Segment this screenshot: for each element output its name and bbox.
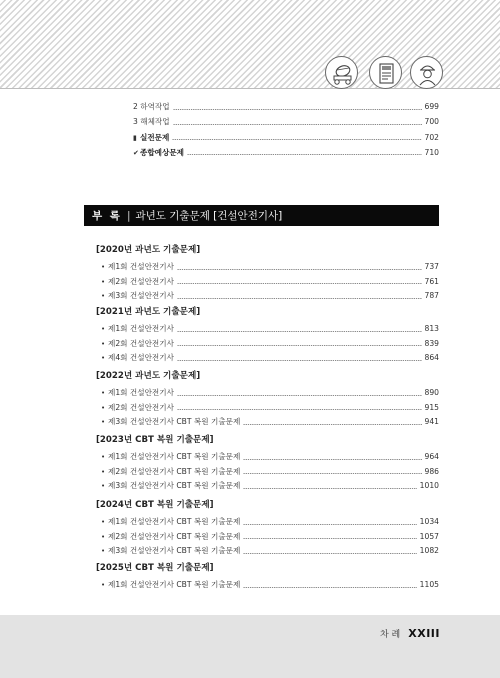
dot-leader xyxy=(177,269,422,270)
toc-entry xyxy=(101,579,439,591)
toc-entry xyxy=(133,147,439,159)
safety-document-icon xyxy=(369,56,402,89)
toc-entry-label: 제1회 건설안전기사 CBT 복원 기출문제 xyxy=(108,580,241,589)
toc-entry-bullet: • xyxy=(101,354,106,362)
toc-entry-page: 986 xyxy=(424,466,439,476)
dot-leader xyxy=(177,283,422,284)
dot-leader xyxy=(173,124,422,125)
toc-entry xyxy=(101,416,439,428)
toc-entry xyxy=(133,132,439,144)
toc-entry xyxy=(101,290,439,302)
toc-entry-bullet: ▮ xyxy=(133,133,137,142)
toc-entry-bullet: • xyxy=(101,482,106,490)
toc-entry-page: 1057 xyxy=(419,531,439,541)
toc-entry-page: 737 xyxy=(424,262,439,271)
dot-leader xyxy=(172,139,421,140)
toc-entry-page: 915 xyxy=(424,402,439,412)
banner-label: 부 록 xyxy=(92,210,122,222)
toc-entry xyxy=(101,387,439,399)
dot-leader xyxy=(187,154,421,155)
toc-entry-bullet: ✔ xyxy=(133,148,139,157)
toc-entry-page: 864 xyxy=(424,353,439,362)
footer-text xyxy=(380,627,440,640)
toc-entry xyxy=(101,323,439,335)
toc-entry xyxy=(101,451,439,463)
page-number: XXIII xyxy=(408,627,440,640)
toc-entry-bullet: • xyxy=(101,453,106,461)
toc-entry-label: 종합예상문제 xyxy=(140,147,185,157)
dot-leader xyxy=(243,488,416,489)
toc-entry-label: 제1회 건설안전기사 xyxy=(108,324,174,333)
dot-leader xyxy=(243,538,416,539)
section-heading: [2022년 과년도 기출문제] xyxy=(96,371,201,381)
toc-entry-page: 1034 xyxy=(419,517,439,526)
toc-entry-label: 제3회 건설안전기사 CBT 복원 기출문제 xyxy=(108,546,241,555)
section-heading: [2024년 CBT 복원 기출문제] xyxy=(96,500,214,510)
dot-leader xyxy=(243,587,416,588)
toc-entry-label: 2 하역작업 xyxy=(133,102,170,111)
toc-entry-label: 제1회 건설안전기사 CBT 복원 기출문제 xyxy=(108,452,241,461)
toc-entry-bullet: • xyxy=(101,263,106,271)
toc-entry-page: 787 xyxy=(424,291,439,300)
toc-entry-label: 제3회 건설안전기사 CBT 복원 기출문제 xyxy=(108,481,241,490)
toc-entry-page: 813 xyxy=(424,324,439,333)
toc-entry-page: 1010 xyxy=(419,481,439,490)
banner-separator: | xyxy=(126,209,131,222)
banner-title: 과년도 기출문제 [건설안전기사] xyxy=(135,210,283,222)
appendix-banner xyxy=(84,205,439,226)
dot-leader xyxy=(177,409,422,410)
section-heading: [2025년 CBT 복원 기출문제] xyxy=(96,563,214,573)
toc-entry-bullet: • xyxy=(101,547,106,555)
toc-entry-page: 839 xyxy=(424,338,439,348)
toc-entry-bullet: • xyxy=(101,389,106,397)
toc-entry xyxy=(101,466,439,478)
section-heading: [2021년 과년도 기출문제] xyxy=(96,307,201,317)
dot-leader xyxy=(243,553,416,554)
toc-entry-page: 890 xyxy=(424,388,439,397)
toc-entry-bullet: • xyxy=(101,277,106,286)
toc-entry-label: 제2회 건설안전기사 xyxy=(108,276,174,286)
dot-leader xyxy=(177,298,422,299)
toc-entry-label: 제4회 건설안전기사 xyxy=(108,353,174,362)
toc-entry-bullet: • xyxy=(101,467,106,476)
toc-entry-bullet: • xyxy=(101,325,106,333)
dot-leader xyxy=(177,395,422,396)
dot-leader xyxy=(177,331,422,332)
dot-leader xyxy=(243,424,421,425)
page-footer xyxy=(0,615,500,678)
dot-leader xyxy=(177,360,422,361)
toc-entry xyxy=(101,261,439,273)
toc-entry xyxy=(133,116,439,128)
toc-entry-bullet: • xyxy=(101,581,106,589)
section-heading: [2020년 과년도 기출문제] xyxy=(96,245,201,255)
toc-entry xyxy=(101,545,439,557)
toc-entry-bullet: • xyxy=(101,418,106,426)
dot-leader xyxy=(243,459,421,460)
toc-entry-page: 702 xyxy=(424,132,439,142)
toc-entry-page: 964 xyxy=(424,452,439,461)
toc-entry xyxy=(101,516,439,528)
dot-leader xyxy=(173,109,422,110)
footer-label: 차 례 xyxy=(380,630,401,640)
toc-entry xyxy=(133,101,439,113)
toc-entry-bullet: • xyxy=(101,403,106,412)
dot-leader xyxy=(177,345,422,346)
toc-entry-label: 제2회 건설안전기사 xyxy=(108,338,174,348)
toc-entry-label: 3 해체작업 xyxy=(133,117,170,127)
toc-entry-label: 제2회 건설안전기사 xyxy=(108,402,174,412)
toc-entry xyxy=(101,480,439,492)
toc-entry-label: 제1회 건설안전기사 xyxy=(108,262,174,271)
toc-entry xyxy=(101,276,439,288)
toc-entry-page: 710 xyxy=(424,147,439,157)
toc-entry-page: 941 xyxy=(424,417,439,426)
toc-entry-label: 제2회 건설안전기사 CBT 복원 기출문제 xyxy=(108,466,241,476)
toc-entry-bullet: • xyxy=(101,518,106,526)
toc-entry-page: 1105 xyxy=(419,580,439,589)
toc-entry-label: 제3회 건설안전기사 CBT 복원 기출문제 xyxy=(108,417,241,426)
toc-entry-label: 제1회 건설안전기사 xyxy=(108,388,174,397)
toc-entry xyxy=(101,402,439,414)
toc-entry-label: 제1회 건설안전기사 CBT 복원 기출문제 xyxy=(108,517,241,526)
toc-entry xyxy=(101,338,439,350)
dot-leader xyxy=(243,524,416,525)
toc-entry-page: 700 xyxy=(424,117,439,127)
toc-entry xyxy=(101,531,439,543)
toc-entry-bullet: • xyxy=(101,532,106,541)
section-heading: [2023년 CBT 복원 기출문제] xyxy=(96,435,214,445)
toc-entry-page: 1082 xyxy=(419,546,439,555)
toc-entry-page: 761 xyxy=(424,276,439,286)
toc-entry-label: 실전문제 xyxy=(140,132,170,142)
toc-entry-label: 제3회 건설안전기사 xyxy=(108,291,174,300)
toc-entry-bullet: • xyxy=(101,292,106,300)
concrete-mixer-icon xyxy=(325,56,358,89)
construction-worker-icon xyxy=(410,56,443,89)
toc-entry-page: 699 xyxy=(424,102,439,111)
toc-entry-label: 제2회 건설안전기사 CBT 복원 기출문제 xyxy=(108,531,241,541)
dot-leader xyxy=(243,473,421,474)
toc-entry-bullet: • xyxy=(101,339,106,348)
toc-entry xyxy=(101,352,439,364)
